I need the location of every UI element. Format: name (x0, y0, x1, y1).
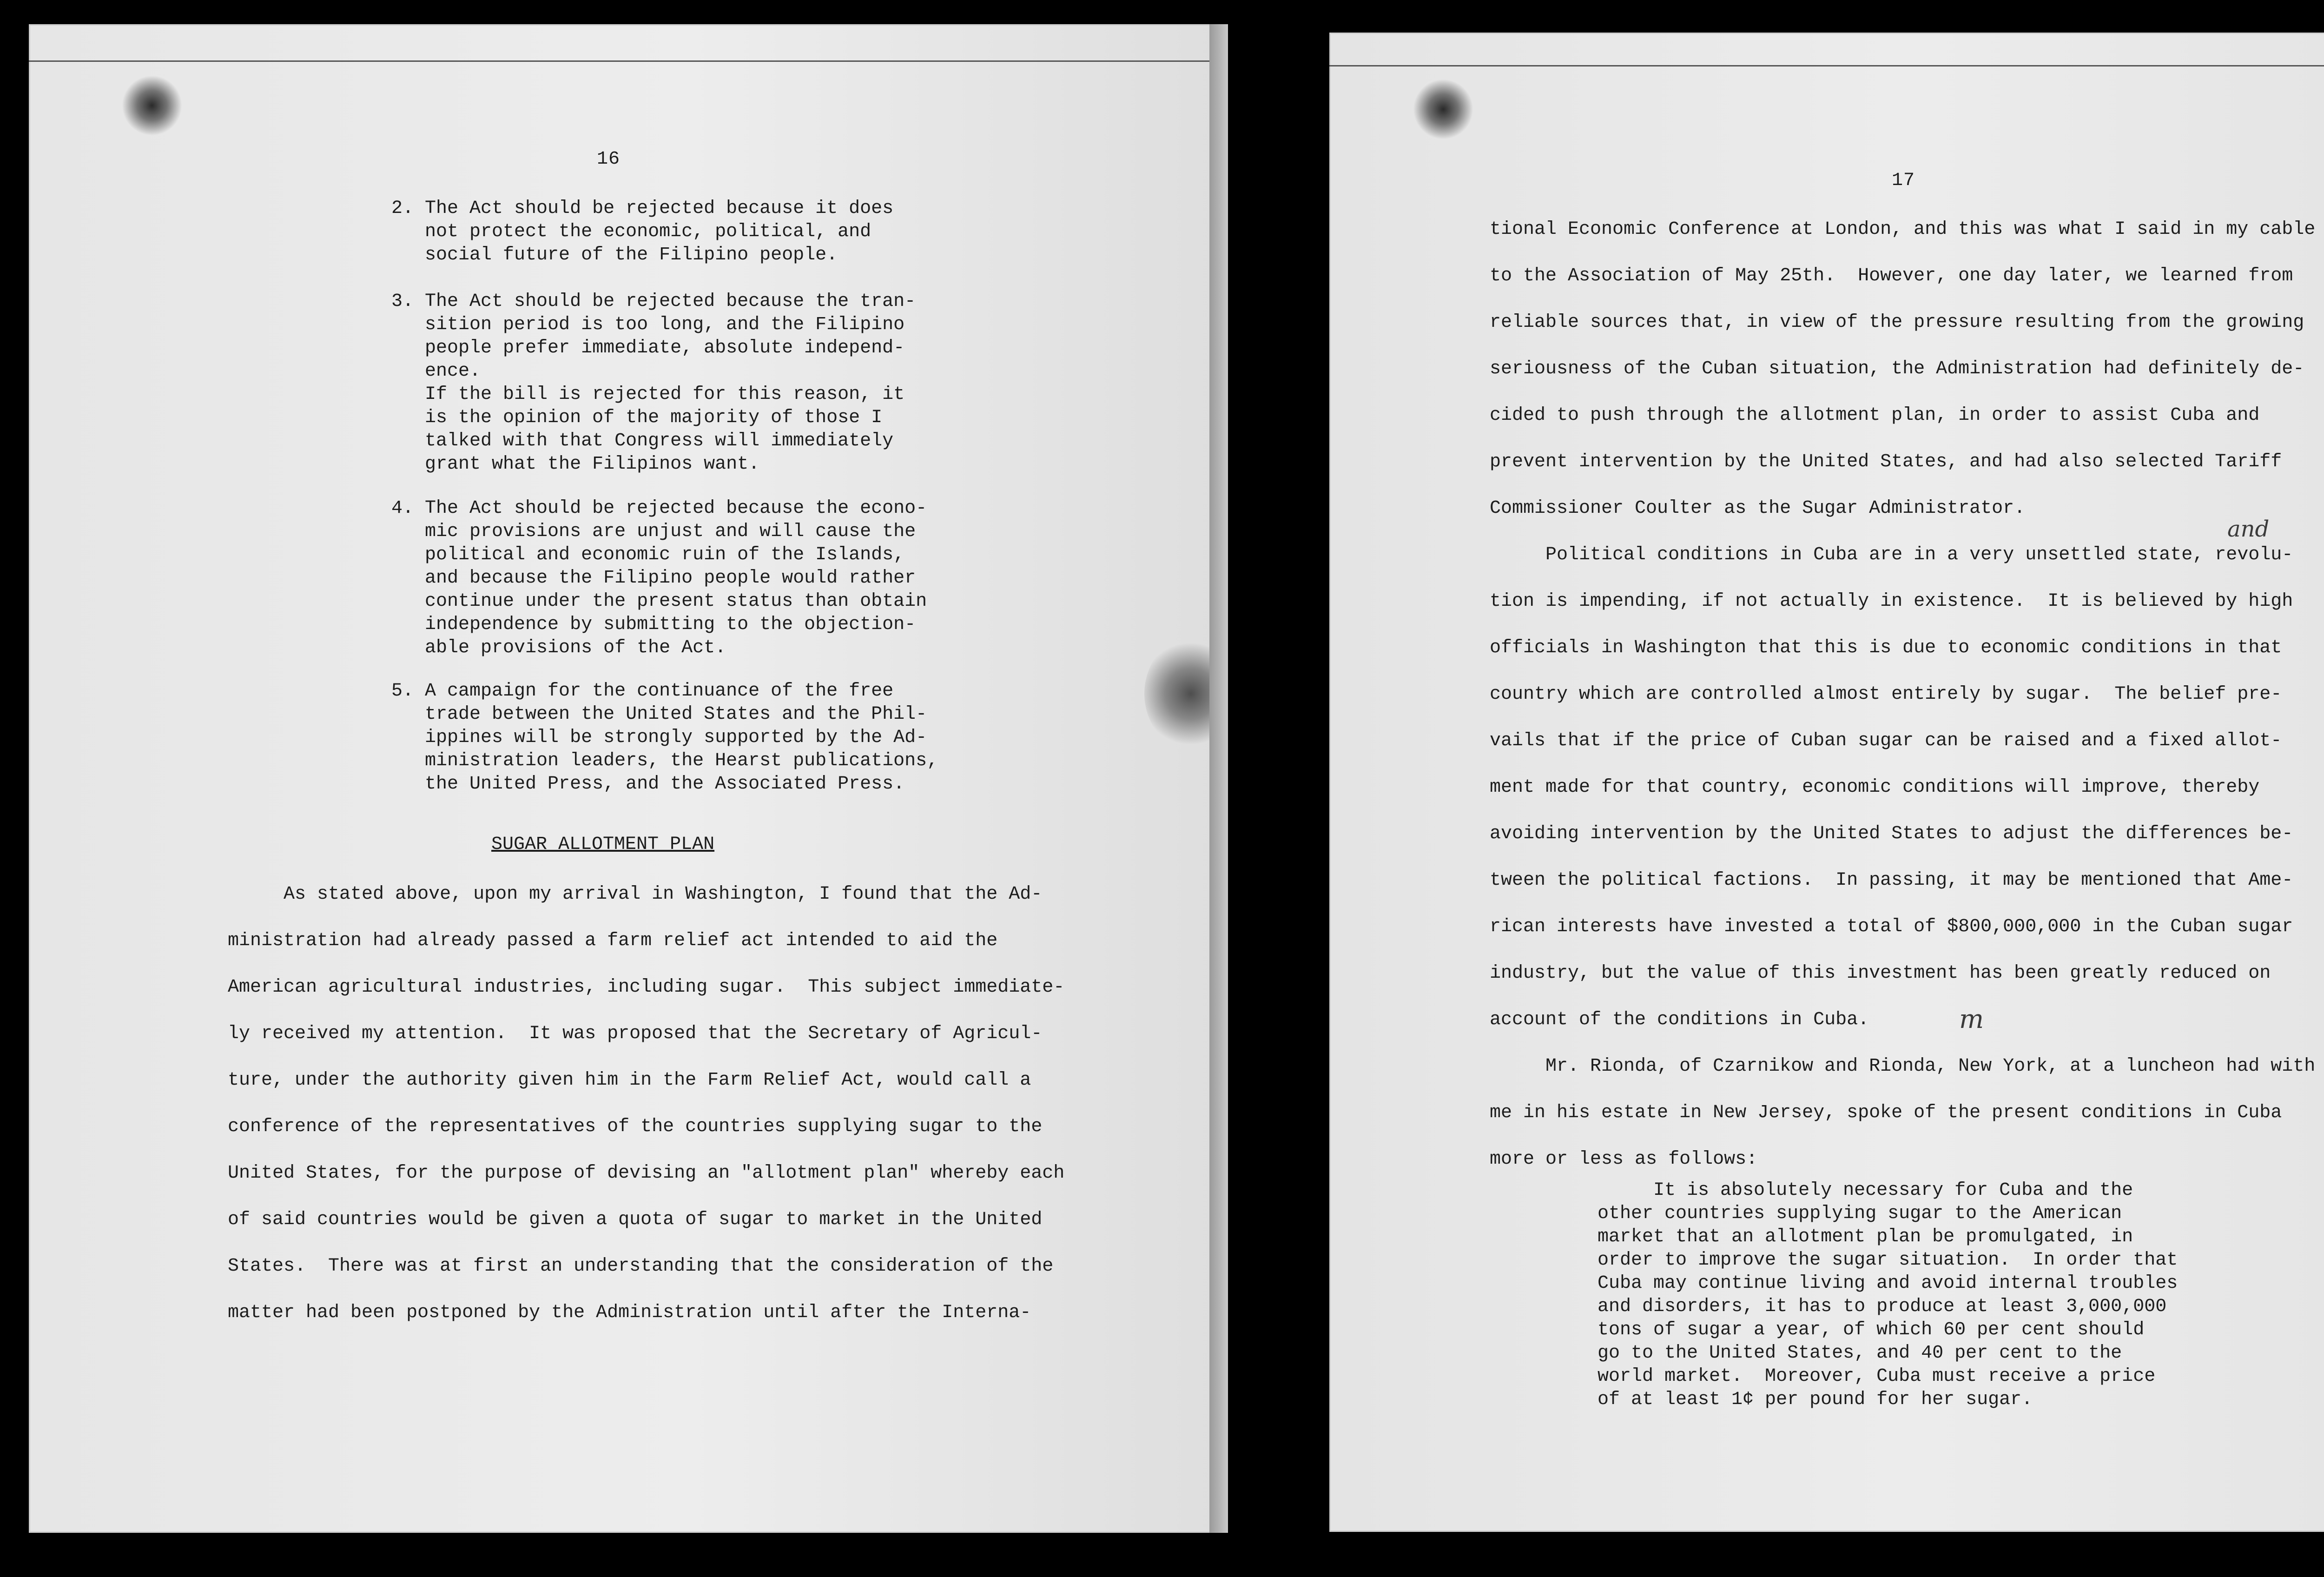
page-number: 17 (1892, 170, 1915, 191)
handwritten-insertion: and (2227, 516, 2270, 542)
top-rule (29, 60, 1228, 62)
body-paragraph: As stated above, upon my arrival in Washington, I found that the Ad- ministration had already passed a farm relief act intended to aid the American agricultural industries, including sugar. This subject immediate- ly received my attention. It was proposed that the Secretary of Agricul- ture, under the authority given him in the Farm Relief Act, would call a conference of the representatives of the countries supplying sugar to the United States, for the purpose of devising an "allotment plan" whereby each of said countries would be given a quota of sugar to market in the United States. There was at first an understanding that the consideration of the matter had been postponed by the Administration until after the Interna- (228, 884, 1065, 1323)
page-number: 16 (597, 149, 621, 170)
block-quote: It is absolutely necessary for Cuba and the other countries supplying sugar to the American market that an allotment plan be promulgated, in order to improve the sugar situation. In order that Cuba may continue living and avoid internal troubles and disorders, it has to produce at least 3,000,000 tons of sugar a year, of which 60 per cent should go to the United States, and 40 per cent to the world market. Moreover, Cuba must receive a price of at least 1¢ per pound for her sugar. (1598, 1180, 2178, 1410)
body-paragraph: Political conditions in Cuba are in a very unsettled state, revolu- tion is impending, if not actually in existence. It is believed by high officials in Washington that this is due to economic conditions in that country which are controlled almost entirely by sugar. The belief pre- vails that if the price of Cuban sugar can be raised and a fixed allot- ment made for that country, economic conditions will improve, thereby avoiding intervention by the United States to adjust the differences be- tween the political factions. In passing, it may be mentioned that Ame- rican interests have invested a total of $800,000,000 in the Cuban sugar industry, but the value of this investment has been greatly reduced on account of the conditions in Cuba. (1490, 544, 2293, 1030)
body-paragraph: tional Economic Conference at London, and this was what I said in my cable to the Association of May 25th. However, one day later, we learned from reliable sources that, in view of the pressure resulting from the growing seriousness of the Cuban situation, the Administration had definitely de- cided to push through the allotment plan, in order to assist Cuba and prevent intervention by the United States, and had also selected Tariff Commissioner Coulter as the Sugar Administrator. (1490, 219, 2316, 519)
list-item: 4. The Act should be rejected because the econo- mic provisions are unjust and will cause the political and economic ruin of the Islands, and because the Filipino people would rather continue under the present status than obtain independence by submitting to the objection- able provisions of the Act. (391, 498, 927, 658)
right-page (1329, 33, 2324, 1532)
body-paragraph: Mr. Rionda, of Czarnikow and Rionda, New York, at a luncheon had with me in his estate in New Jersey, spoke of the present conditions in Cuba more or less as follows: (1490, 1056, 2316, 1170)
list-item: 5. A campaign for the continuance of the free trade between the United States and the Phil- ippines will be strongly supported by the Ad- ministration leaders, the Hearst publications, the United Press, and the Associated Press. (391, 681, 938, 795)
page-edge (1209, 24, 1228, 1533)
stain (122, 75, 182, 136)
list-item: 2. The Act should be rejected because it does not protect the economic, political, and social future of the Filipino people. (391, 198, 894, 265)
top-rule (1329, 65, 2324, 66)
stain (1413, 79, 1473, 139)
list-item: 3. The Act should be rejected because the tran- sition period is too long, and the Filipino people prefer immediate, absolute independ- ence. If the bill is rejected for this reason, it is the opinion of the majority of those I talked with that Congress will immediately grant what the Filipinos want. (391, 291, 916, 475)
section-heading: SUGAR ALLOTMENT PLAN (491, 834, 715, 855)
handwritten-mark: m (1959, 1004, 1984, 1034)
left-page (29, 24, 1228, 1533)
